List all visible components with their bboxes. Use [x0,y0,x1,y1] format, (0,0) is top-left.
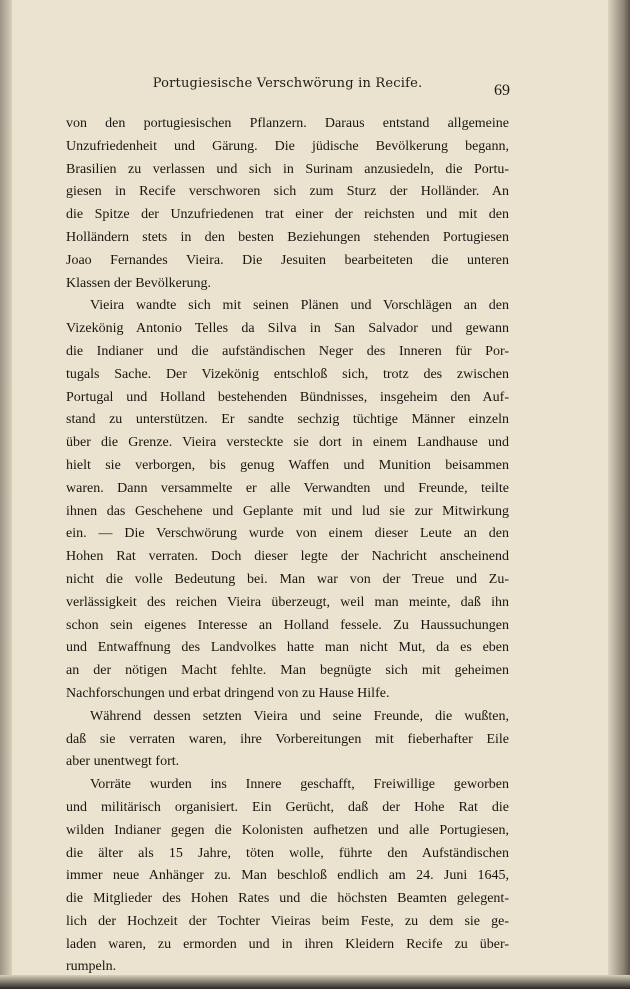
text-line: die Mitglieder des Hohen Rates und die höchsten Beamten gelegent- [66,891,509,907]
text-line: rumpeln. [66,959,117,975]
text-line: laden waren, zu ermorden und in ihren Kleidern Recife zu über- [66,936,509,952]
text-line: tugals Sache. Der Vizekönig entschloß sich, trotz des zwischen [66,366,509,382]
text-line: und Entwaffnung des Landvolkes hatte man nicht Mut, da es eben [66,640,509,656]
text-line: Klassen der Bevölkerung. [66,275,212,291]
text-line: Unzufriedenheit und Gärung. Die jüdische Bevölkerung begann, [66,138,509,154]
text-line: hielt sie verborgen, bis genug Waffen und Munition beisammen [66,457,509,473]
text-line: die älter als 15 Jahre, töten wolle, führte den Aufständischen [66,845,509,861]
text-line: stand zu unterstützen. Er sandte sechzig tüchtige Männer einzeln [66,412,509,428]
text-line: schon sein eigenes Interesse an Holland fessele. Zu Haussuchungen [66,617,509,633]
text-line: giesen in Recife verschworen sich zum Sturz der Holländer. An [66,184,509,200]
body-text [66,113,509,979]
text-line: an der nötigen Macht fehlte. Man begnügte sich mit geheimen [66,663,509,679]
text-line: wilden Indianer gegen die Kolonisten aufhetzen und alle Portugiesen, [66,822,509,838]
text-line: von den portugiesischen Pflanzern. Daraus entstand allgemeine [66,116,509,131]
text-line: Holländern stets in den besten Beziehungen stehenden Portugiesen [66,229,509,245]
text-line: Vorräte wurden ins Innere geschafft, Freiwillige geworben [90,777,509,793]
text-line: daß sie verraten waren, ihre Vorbereitungen mit fieberhafter Eile [66,731,509,747]
text-line: die Indianer und die aufständischen Neger des Inneren für Por- [66,343,509,359]
text-line: waren. Dann versammelte er alle Verwandten und Freunde, teilte [66,480,509,496]
text-line: die Spitze der Unzufriedenen trat einer der reichsten und mit den [66,207,509,223]
page-number: 69 [494,82,510,99]
text-line: über die Grenze. Vieira versteckte sie dort in einem Landhause und [66,435,509,451]
text-line: immer neue Anhänger zu. Man beschloß endlich am 24. Juni 1645, [66,868,509,884]
text-line: Hohen Rat verraten. Doch dieser legte der Nachricht anscheinend [66,549,509,565]
text-line: ihnen das Geschehene und Geplante mit und lud sie zur Mitwirkung [66,503,509,519]
text-line: ein. — Die Verschwörung wurde von einem dieser Leute an den [66,526,509,542]
text-line: Vizekönig Antonio Telles da Silva in San Salvador und gewann [66,321,509,337]
text-line: nicht die volle Bedeutung bei. Man war von der Treue und Zu- [66,571,509,587]
running-head: Portugiesische Verschwörung in Recife. [152,76,423,91]
text-line: Während dessen setzten Vieira und seine Freunde, die wußten, [90,708,509,724]
text-line: Nachforschungen und erbat dringend von zu Hause Hilfe. [66,685,390,701]
text-line: Joao Fernandes Vieira. Die Jesuiten bearbeiteten die unteren [66,252,509,268]
text-line: lich der Hochzeit der Tochter Vieiras beim Feste, zu dem sie ge- [66,913,509,929]
text-line: aber unentwegt fort. [66,754,180,770]
text-line: Vieira wandte sich mit seinen Plänen und Vorschlägen an den [90,298,509,314]
text-line: Brasilien zu verlassen und sich in Surinam anzusiedeln, die Portu- [66,161,509,177]
page-left-edge [0,0,12,989]
page-right-edge [608,0,630,989]
text-line: und militärisch organisiert. Ein Gerücht, daß der Hohe Rat die [66,799,509,815]
text-line: verlässigkeit des reichen Vieira überzeugt, weil man meinte, daß ihn [66,594,509,610]
text-line: Portugal und Holland bestehenden Bündnisses, insgeheim den Auf- [66,389,509,405]
